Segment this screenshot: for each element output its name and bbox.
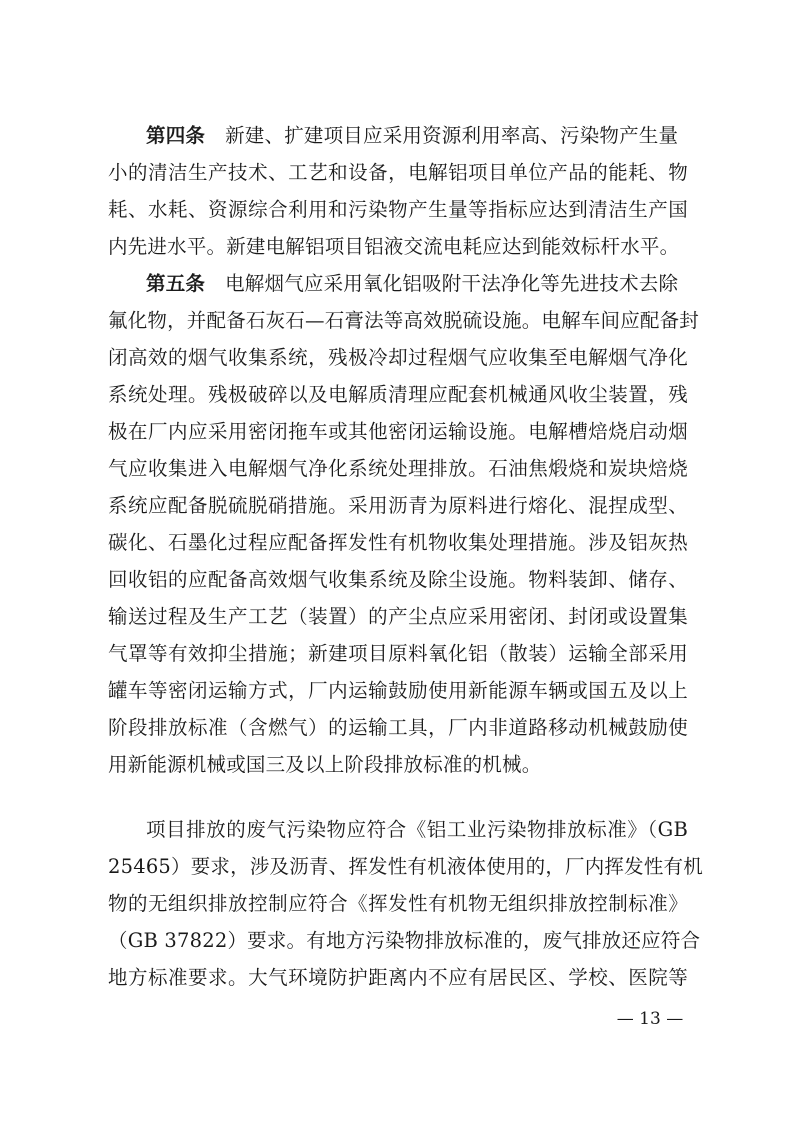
article4-line-1-text: 新建、扩建项目应采用资源利用率高、污染物产生量 [225,124,679,147]
article5-heading: 第五条 [146,272,206,295]
article5-line-3: 闭高效的烟气收集系统，残极冷却过程烟气应收集至电解烟气净化 [108,346,688,369]
article4-line-1 [146,117,688,154]
article5-line-2: 氟化物，并配备石灰石—石膏法等高效脱硫设施。电解车间应配备封 [108,309,700,332]
article4-line-2: 小的清洁生产技术、工艺和设备，电解铝项目单位产品的能耗、物 [108,161,688,184]
article5-line-4: 系统处理。残极破碎以及电解质清理应配套机械通风收尘装置，残 [108,383,688,406]
article4-line-3: 耗、水耗、资源综合利用和污染物产生量等指标应达到清洁生产国 [108,198,688,221]
article5-line-5: 极在厂内应采用密闭拖车或其他密闭运输设施。电解槽焙烧启动烟 [108,420,688,443]
article5-line-1-text: 电解烟气应采用氧化铝吸附干法净化等先进技术去除 [225,272,679,295]
article4-line-4: 内先进水平。新建电解铝项目铝液交流电耗应达到能效标杆水平。 [108,235,680,258]
paragraph3-line-1: 项目排放的废气污染物应符合《铝工业污染物排放标准》（GB [146,818,688,841]
article5-line-6: 气应收集进入电解烟气净化系统处理排放。石油焦煅烧和炭块焙烧 [108,457,688,480]
article4-heading: 第四条 [146,124,206,147]
page-number: — 13 — [616,1009,684,1029]
article5-line-11: 气罩等有效抑尘措施；新建项目原料氧化铝（散装）运输全部采用 [108,642,688,665]
paragraph3-line-4: （GB 37822）要求。有地方污染物排放标准的，废气排放还应符合 [108,929,701,952]
paragraph3-line-2: 25465）要求，涉及沥青、挥发性有机液体使用的，厂内挥发性有机 [108,855,703,878]
article5-line-7: 系统应配备脱硫脱硝措施。采用沥青为原料进行熔化、混捏成型、 [108,494,688,517]
article5-line-13: 阶段排放标准（含燃气）的运输工具，厂内非道路移动机械鼓励使 [108,716,688,739]
paragraph3-line-5: 地方标准要求。大气环境防护距离内不应有居民区、学校、医院等 [108,966,688,989]
article5-line-12: 罐车等密闭运输方式，厂内运输鼓励使用新能源车辆或国五及以上 [108,679,688,702]
article5-line-8: 碳化、石墨化过程应配备挥发性有机物收集处理措施。涉及铝灰热 [108,531,688,554]
article5-line-14: 用新能源机械或国三及以上阶段排放标准的机械。 [108,753,542,776]
article5-line-10: 输送过程及生产工艺（装置）的产尘点应采用密闭、封闭或设置集 [108,605,688,628]
paragraph3-line-3: 物的无组织排放控制应符合《挥发性有机物无组织排放控制标准》 [108,892,688,915]
article5-line-1 [146,265,688,302]
article5-line-9: 回收铝的应配备高效烟气收集系统及除尘设施。物料装卸、储存、 [108,568,688,591]
